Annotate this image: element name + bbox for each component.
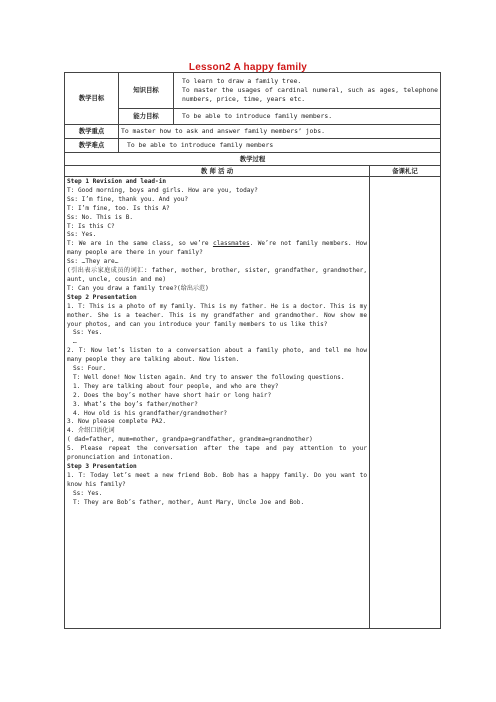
dialogue-line: Ss: Yes.	[73, 329, 103, 337]
goals-label: 教学目标	[65, 73, 119, 125]
step-1-heading: Step 1 Revision and lead-in	[67, 178, 167, 185]
dialogue-line: Ss: No. This is B.	[67, 213, 134, 221]
question-item: 3. What’s the boy’s father/mother?	[73, 400, 198, 408]
dialogue-line: Ss: I’m fine, thank you. And you?	[67, 195, 189, 203]
knowledge-label: 知识目标	[119, 73, 174, 109]
knowledge-line-2: To master the usages of cardinal numeral, such as ages, telephone numbers, price, time, years etc.	[182, 86, 438, 103]
dialogue-line: T: Well done! Now listen again. And try to answer the following questions.	[73, 373, 345, 381]
dialogue-line: T: Is this C?	[67, 222, 115, 230]
document-title: Lesson2 A happy family	[188, 62, 308, 73]
vocab-note: (引出表示家庭成员的词汇: father, mother, brother, sister, grandfather, grandmother, aunt, uncle, cousin and me)	[67, 267, 367, 283]
presentation-item: 4. 介绍口语化词	[67, 427, 115, 435]
difficult-point-text: To be able to introduce family members	[127, 141, 274, 149]
dialogue-line: Ss: Yes.	[67, 231, 97, 239]
question-item: 4. How old is his grandfather/grandmother?	[73, 409, 228, 417]
knowledge-cell	[174, 73, 441, 109]
question-item: 2. Does the boy’s mother have short hair or long hair?	[73, 391, 272, 399]
goals-row	[65, 73, 441, 109]
presentation-item: 3. Now please complete PA2.	[67, 418, 167, 426]
dialogue-line: T: Good morning, boys and girls. How are you, today?	[67, 186, 258, 194]
dialogue-line: T: Can you draw a family tree?(给出示范)	[67, 284, 209, 292]
dialogue-part: . We’re not family members. How many people are there in your family?	[67, 240, 367, 257]
key-point-text: To master how to ask and answer family members’ jobs.	[119, 125, 441, 139]
dialogue-line: T: They are Bob’s father, mother, Aunt Mary, Uncle Joe and Bob.	[73, 498, 305, 506]
teacher-activity-cell	[65, 177, 370, 629]
dialogue-line: Ss: …They are…	[67, 258, 119, 266]
process-label: 教学过程	[65, 153, 441, 166]
question-item: 1. They are talking about four people, and who are they?	[73, 382, 279, 390]
process-body-row	[65, 177, 441, 629]
ability-label: 能力目标	[119, 109, 174, 125]
dialogue-line	[67, 240, 367, 258]
difficult-point-cell	[119, 139, 441, 153]
difficult-point-row	[65, 139, 441, 153]
presentation-item: 5. Please repeat the conversation after the tape and pay attention to your pronunciation and intonation.	[67, 445, 367, 462]
ellipsis-line: …	[73, 338, 77, 346]
presentation-item: 2. T: Now let’s listen to a conversation about a family photo, and tell me how many people they are talking about. Now listen.	[67, 347, 367, 364]
dialogue-line: T: I’m fine, too. Is this A?	[67, 204, 170, 212]
notes-cell	[370, 177, 441, 629]
underlined-word: classmates	[212, 240, 250, 248]
step-2-heading: Step 2 Presentation	[67, 293, 137, 301]
presentation-item: 1. T: Today let’s meet a new friend Bob. Bob has a happy family. Do you want to know his family?	[67, 471, 367, 488]
step-3-heading: Step 3 Presentation	[67, 463, 137, 470]
presentation-item: 1. T: This is a photo of my family. This is my father. He is a doctor. This is my mother. She is a teacher. This is my grandfather and grandmother. Now show me your photos, and can you introduce your family members to us like this?	[67, 302, 367, 328]
lesson-plan-table	[64, 72, 441, 629]
ability-cell	[174, 109, 441, 125]
ability-text: To be able to introduce family members.	[182, 112, 333, 120]
dialogue-line: Ss: Yes.	[73, 489, 103, 497]
process-header-row	[65, 153, 441, 166]
dialogue-line: Ss: Four.	[73, 365, 107, 373]
difficult-point-label: 教学难点	[65, 139, 119, 153]
teacher-activity-header: 教 师 活 动	[65, 166, 370, 177]
dialogue-part: T: We are in the same class, so we’re	[67, 240, 213, 248]
colloquial-words: ( dad=father, mum=mother, grandpa=grandfather, grandma=grandmother)	[67, 436, 313, 444]
key-point-label: 教学重点	[65, 125, 119, 139]
knowledge-line-1: To learn to draw a family tree.	[182, 77, 302, 85]
notes-header: 备课札记	[370, 166, 441, 177]
ability-row	[65, 109, 441, 125]
key-point-row	[65, 125, 441, 139]
column-header-row	[65, 166, 441, 177]
